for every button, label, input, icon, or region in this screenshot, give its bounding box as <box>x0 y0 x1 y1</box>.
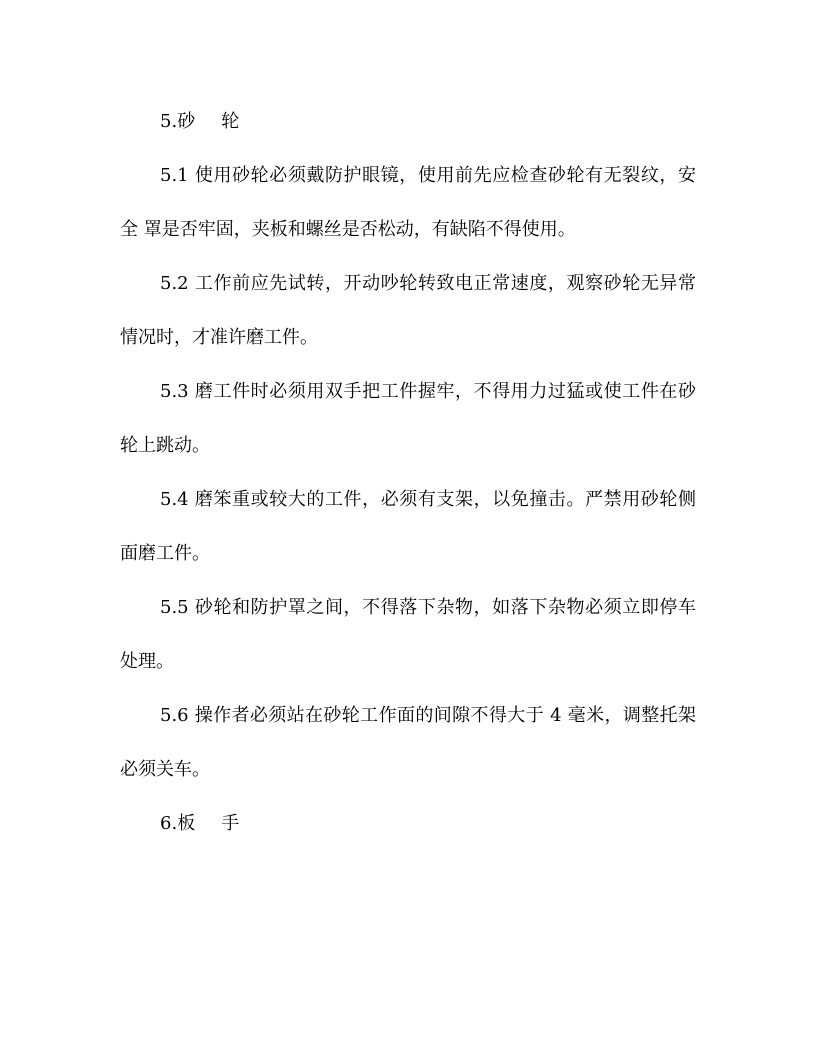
section-title-char: 板 <box>177 813 196 834</box>
document-body <box>120 95 696 851</box>
section-heading-5 <box>120 95 696 149</box>
section-title-char: 轮 <box>221 111 240 132</box>
section-title-char: 手 <box>221 813 240 834</box>
section-heading-6 <box>120 797 696 851</box>
paragraph-5-2: 5.2 工作前应先试转，开动吵轮转致电正常速度，观察砂轮无异常情况时，才准许磨工件。 <box>120 273 696 348</box>
section-number: 6. <box>160 813 178 834</box>
paragraph-5-4: 5.4 磨笨重或较大的工件，必须有支架，以免撞击。严禁用砂轮侧面磨工件。 <box>120 489 696 564</box>
paragraph-5-5: 5.5 砂轮和防护罩之间，不得落下杂物，如落下杂物必须立即停车处理。 <box>120 597 696 672</box>
section-number: 5. <box>160 111 178 132</box>
paragraph-5-6: 5.6 操作者必须站在砂轮工作面的间隙不得大于 4 毫米，调整托架必须关车。 <box>120 705 696 780</box>
paragraph-5-3: 5.3 磨工件时必须用双手把工件握牢，不得用力过猛或使工件在砂轮上跳动。 <box>120 381 696 456</box>
section-title-char: 砂 <box>177 111 196 132</box>
paragraph-5-1: 5.1 使用砂轮必须戴防护眼镜，使用前先应检查砂轮有无裂纹，安全 罩是否牢固，夹板和螺丝是否松动，有缺陷不得使用。 <box>120 165 696 240</box>
